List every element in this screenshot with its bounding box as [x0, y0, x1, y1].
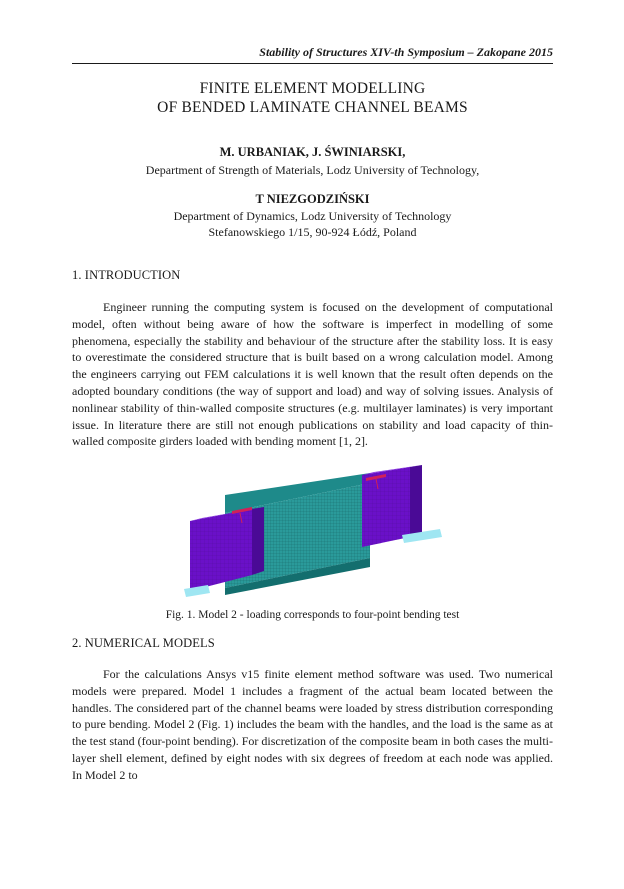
affiliation-2: [72, 208, 553, 240]
affiliation-2-line-1: Department of Dynamics, Lodz University of Technology: [173, 209, 452, 223]
affiliation-2-line-2: Stefanowskiego 1/15, 90-924 Łódź, Poland: [208, 225, 417, 239]
paper-title: [72, 79, 553, 117]
author-group-1: M. URBANIAK, J. ŚWINIARSKI,: [219, 145, 406, 159]
introduction-paragraph: Engineer running the computing system is focused on the development of computational model, often without being aware of how the software is imperfect in modelling of some phenomena, especially the stability and behaviour of the structure after the stability loss. It is easy to overestimate the considered structure that is built based on a wrong calculation model. Among the engineers carrying out FEM calculations it is well known that the result often depends on the adopted boundary conditions (the way of support and load) and way of solving issues. Analysis of nonlinear stability of thin-walled composite structures (e.g. multilayer laminates) is very important issue. In literature there are still not enough publications on stability and load capacity of thin-walled composite girders loaded with bending moment [1, 2].: [72, 300, 553, 449]
running-head: Stability of Structures XIV-th Symposium – Zakopane 2015: [72, 45, 553, 64]
fem-model-figure: [180, 463, 442, 601]
numerical-models-paragraph: For the calculations Ansys v15 finite element method software was used. Two numerical models were prepared. Model 1 includes a fragment of the actual beam located between the handles. The considered part of the channel beams were loaded by stress distribution corresponding to pure bending. Model 2 (Fig. 1) includes the beam with the handles, and the load is the same as at the test stand (four-point bending). For discretization of the composite beam in both cases the multi-layer shell element, defined by eight nodes with six degrees of freedom at each node was applied. In Model 2 to: [72, 667, 553, 782]
affiliation-1: [72, 162, 553, 178]
left-handle-side: [252, 507, 264, 575]
section-heading-numerical-models: 2. NUMERICAL MODELS: [72, 636, 215, 650]
section-heading-introduction: 1. INTRODUCTION: [72, 268, 181, 282]
title-line-2: OF BENDED LAMINATE CHANNEL BEAMS: [157, 99, 468, 116]
affiliation-1-line: Department of Strength of Materials, Lodz University of Technology,: [145, 163, 480, 177]
author-group-2: T NIEZGODZIŃSKI: [255, 192, 370, 206]
right-handle-side: [410, 465, 422, 537]
figure-caption: Fig. 1. Model 2 - loading corresponds to four-point bending test: [165, 609, 460, 621]
title-line-1: FINITE ELEMENT MODELLING: [199, 80, 426, 97]
